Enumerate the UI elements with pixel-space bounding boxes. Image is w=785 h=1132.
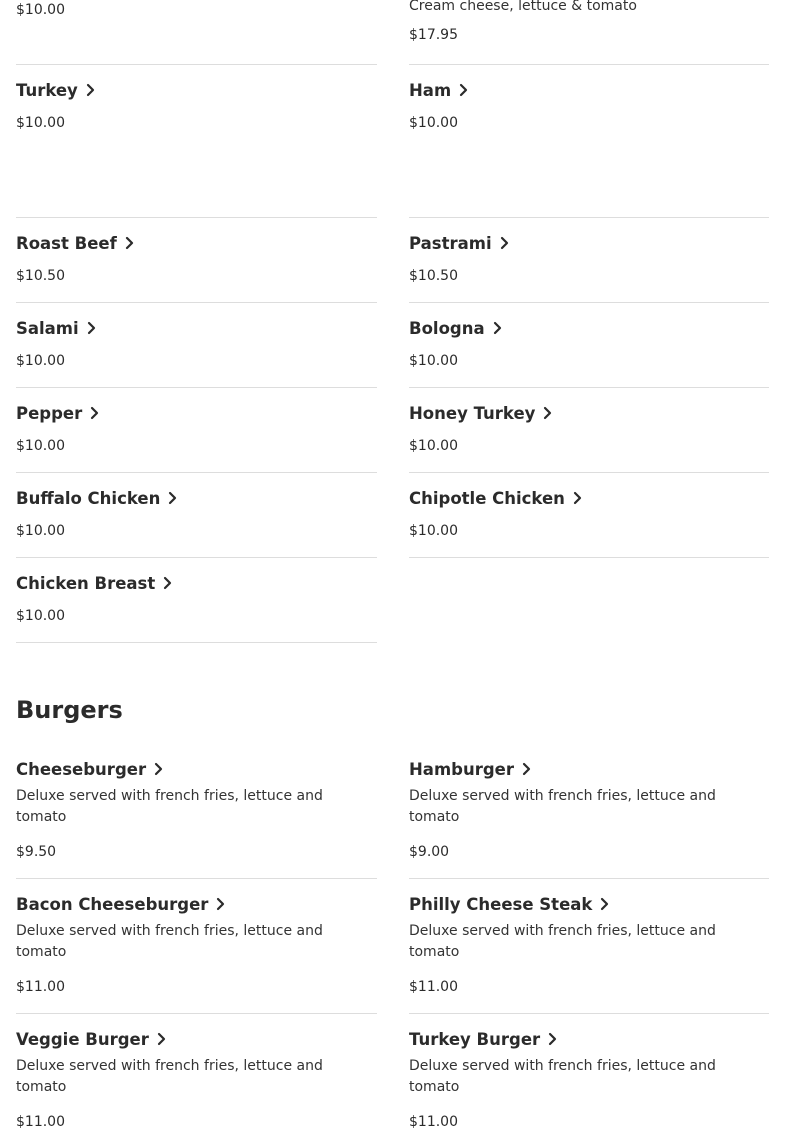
- item-description: Deluxe served with french fries, lettuce and tomato: [409, 923, 716, 960]
- item-price: $10.00: [16, 353, 65, 369]
- item-name-link[interactable]: Pepper: [16, 402, 377, 424]
- item-description: Deluxe served with french fries, lettuce and tomato: [409, 788, 716, 825]
- divider: [409, 387, 769, 388]
- item-price: $10.00: [409, 115, 458, 131]
- menu-item-turkey[interactable]: [16, 79, 377, 133]
- divider: [409, 217, 769, 218]
- item-price: $11.00: [16, 1114, 65, 1130]
- item-price: $10.00: [409, 523, 458, 539]
- menu-item-pepper[interactable]: [16, 402, 377, 456]
- item-price: $11.00: [409, 1114, 458, 1130]
- item-name-link[interactable]: Salami: [16, 317, 377, 339]
- item-price: $10.00: [16, 608, 65, 624]
- item-name-link[interactable]: Bacon Cheeseburger: [16, 893, 377, 915]
- item-price: $10.00: [409, 438, 458, 454]
- chevron-right-icon: [500, 236, 509, 250]
- divider: [16, 472, 377, 473]
- chevron-right-icon: [163, 576, 172, 590]
- menu-item-philly-cheese-steak[interactable]: [409, 893, 769, 997]
- item-name-link[interactable]: Buffalo Chicken: [16, 487, 377, 509]
- item-description: Cream cheese, lettuce & tomato: [409, 0, 637, 14]
- chevron-right-icon: [86, 83, 95, 97]
- divider: [409, 302, 769, 303]
- item-price: $10.00: [16, 523, 65, 539]
- item-name-link[interactable]: Turkey Burger: [409, 1028, 769, 1050]
- menu-item-cheeseburger[interactable]: [16, 758, 377, 862]
- menu-item-pastrami[interactable]: [409, 232, 769, 286]
- chevron-right-icon: [87, 321, 96, 335]
- item-description: Deluxe served with french fries, lettuce and tomato: [16, 1058, 323, 1095]
- chevron-right-icon: [154, 762, 163, 776]
- chevron-right-icon: [90, 406, 99, 420]
- chevron-right-icon: [125, 236, 134, 250]
- menu-item-bacon-cheeseburger[interactable]: [16, 893, 377, 997]
- item-price: $10.00: [16, 115, 65, 131]
- divider: [16, 557, 377, 558]
- chevron-right-icon: [493, 321, 502, 335]
- menu-item-bologna[interactable]: [409, 317, 769, 371]
- item-name-link[interactable]: Roast Beef: [16, 232, 377, 254]
- chevron-right-icon: [573, 491, 582, 505]
- item-name-link[interactable]: Bologna: [409, 317, 769, 339]
- divider: [16, 217, 377, 218]
- item-price: $10.00: [16, 438, 65, 454]
- menu-item-chipotle-chicken[interactable]: [409, 487, 769, 541]
- item-name-link[interactable]: Ham: [409, 79, 769, 101]
- chevron-right-icon: [548, 1032, 557, 1046]
- menu-item-partial[interactable]: [409, 0, 769, 45]
- item-price: $11.00: [16, 979, 65, 995]
- divider: [409, 878, 769, 879]
- menu-item-hamburger[interactable]: [409, 758, 769, 862]
- menu-item-honey-turkey[interactable]: [409, 402, 769, 456]
- item-name-link[interactable]: Philly Cheese Steak: [409, 893, 769, 915]
- divider: [16, 642, 377, 643]
- item-price: $11.00: [409, 979, 458, 995]
- menu-item-chicken-breast[interactable]: [16, 572, 377, 626]
- divider: [16, 387, 377, 388]
- divider: [409, 1013, 769, 1014]
- divider: [16, 302, 377, 303]
- menu-item-ham[interactable]: [409, 79, 769, 133]
- item-price: $10.00: [409, 353, 458, 369]
- menu-item-veggie-burger[interactable]: [16, 1028, 377, 1132]
- chevron-right-icon: [168, 491, 177, 505]
- menu-item-roast-beef[interactable]: [16, 232, 377, 286]
- divider: [409, 64, 769, 65]
- item-price: $9.50: [16, 844, 57, 860]
- divider: [16, 878, 377, 879]
- item-name-link[interactable]: Pastrami: [409, 232, 769, 254]
- item-name-link[interactable]: Hamburger: [409, 758, 769, 780]
- chevron-right-icon: [459, 83, 468, 97]
- item-price: $17.95: [409, 27, 458, 43]
- item-name-link[interactable]: Honey Turkey: [409, 402, 769, 424]
- item-description: Deluxe served with french fries, lettuce and tomato: [409, 1058, 716, 1095]
- divider: [16, 1013, 377, 1014]
- menu-item-turkey-burger[interactable]: [409, 1028, 769, 1132]
- chevron-right-icon: [543, 406, 552, 420]
- item-price: $9.00: [409, 844, 450, 860]
- menu-item-buffalo-chicken[interactable]: [16, 487, 377, 541]
- menu-item-salami[interactable]: [16, 317, 377, 371]
- item-price: $10.50: [409, 268, 458, 284]
- item-name-link[interactable]: Cheeseburger: [16, 758, 377, 780]
- divider: [16, 64, 377, 65]
- item-price: $10.00: [16, 2, 65, 18]
- chevron-right-icon: [522, 762, 531, 776]
- item-name-link[interactable]: Chicken Breast: [16, 572, 377, 594]
- item-name-link[interactable]: Chipotle Chicken: [409, 487, 769, 509]
- item-price: $10.50: [16, 268, 65, 284]
- section-title-burgers: Burgers: [16, 696, 123, 724]
- chevron-right-icon: [216, 897, 225, 911]
- chevron-right-icon: [157, 1032, 166, 1046]
- chevron-right-icon: [600, 897, 609, 911]
- item-name-link[interactable]: Veggie Burger: [16, 1028, 377, 1050]
- menu-item-partial[interactable]: [16, 0, 377, 20]
- item-description: Deluxe served with french fries, lettuce and tomato: [16, 788, 323, 825]
- divider: [409, 472, 769, 473]
- item-description: Deluxe served with french fries, lettuce and tomato: [16, 923, 323, 960]
- divider: [409, 557, 769, 558]
- item-name-link[interactable]: Turkey: [16, 79, 377, 101]
